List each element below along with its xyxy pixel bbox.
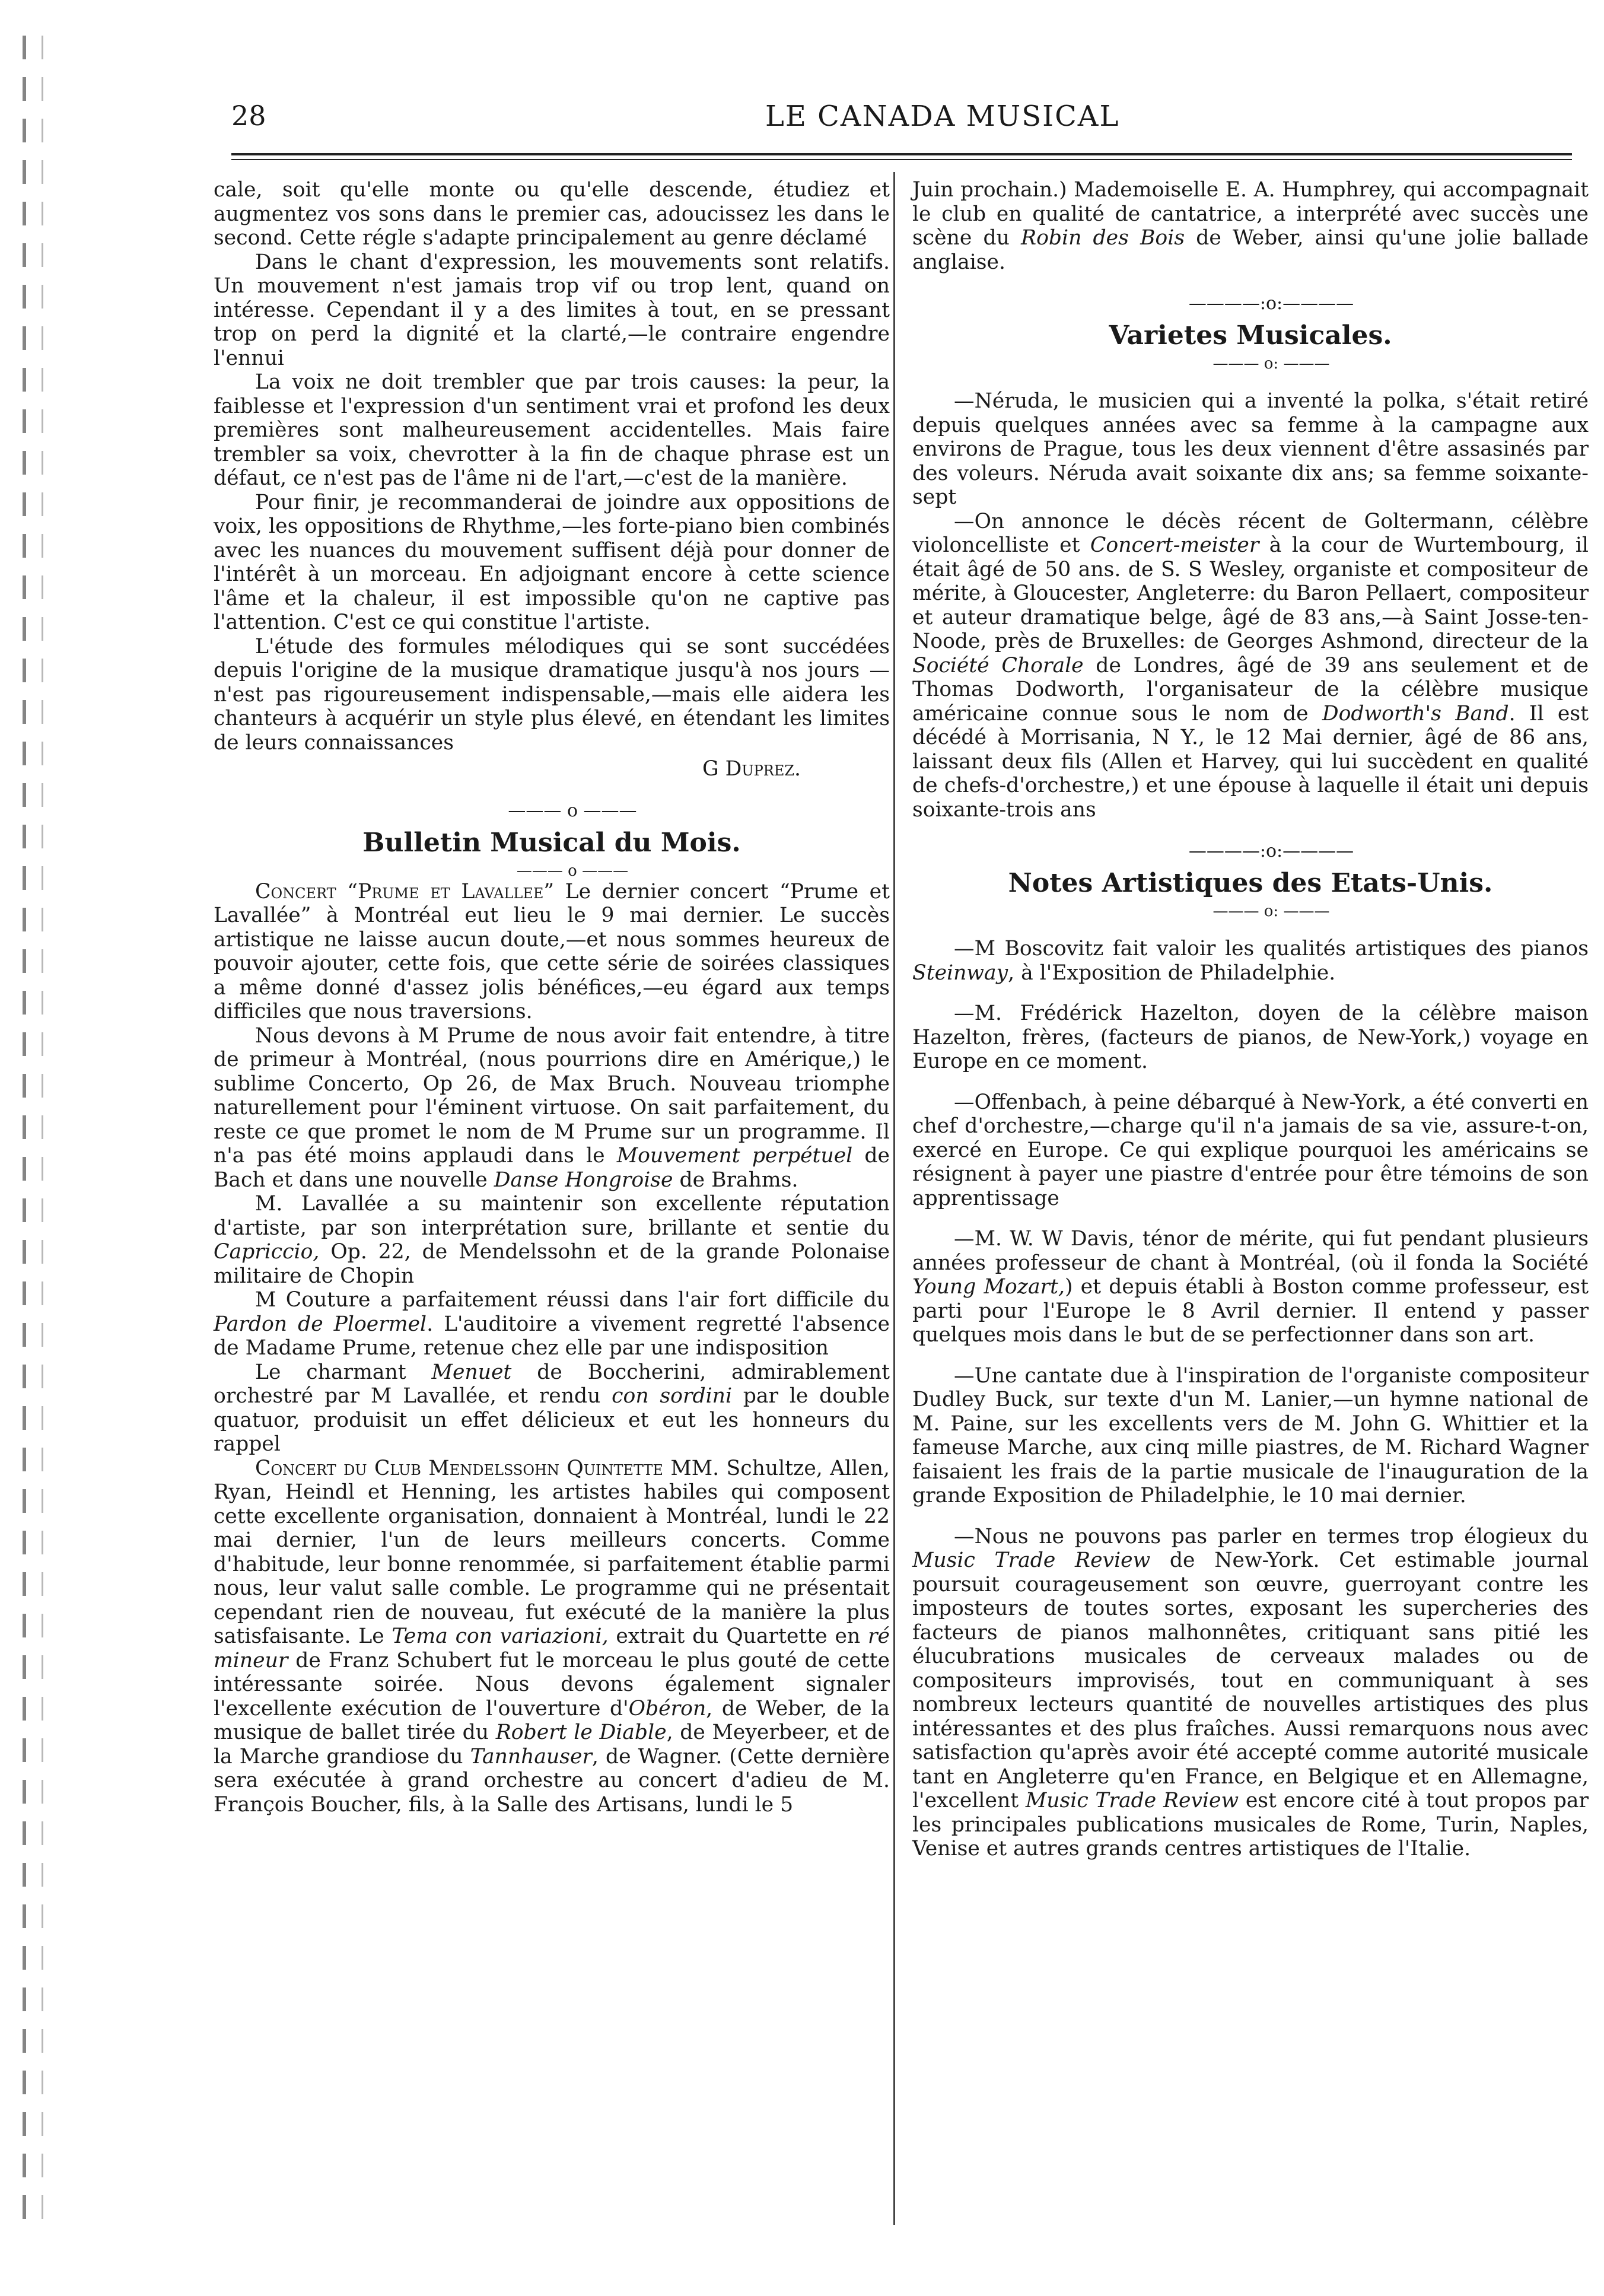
paragraph: —Néruda, le musicien qui a inventé la polka, s'était retiré depuis quelques années avec sa femme à la campagne aux environs de Prague, tous les deux viennent d'être assasinés par des voleurs. Néruda avait soixante dix ans; sa femme soixante-sept xyxy=(912,389,1589,509)
page-header xyxy=(231,100,1572,135)
paragraph: —Offenbach, à peine débarqué à New-York, a été converti en chef d'orchestre,—charge qu'il n'a jamais de sa vie, assure-t-on, exercé en Europe. Ce qui explique pourquoi les américains se résignent à payer une piastre d'entrée pour être témoins de son apprentissage xyxy=(912,1090,1589,1210)
work-title: Music Trade Review xyxy=(1025,1789,1239,1812)
header-rule-thin xyxy=(231,159,1572,160)
paragraph-concert-prume: Concert “Prume et Lavallee” Le dernier concert “Prume et Lavallée” à Montréal eut lieu le 9 mai dernier. Le succès artistique ne laisse aucun doute,—et nous sommes heureux de pouvoir ajouter, cette fois, que cette série de soirées classiques a même donné d'assez jolis bénéfices,—eu égard aux temps difficiles que nous traversions. xyxy=(214,879,890,1023)
paragraph: —M. W. W Davis, ténor de mérite, qui fut pendant plusieurs années professeur de chant à Montréal, (où il fonda la Société Young Mozart,) et depuis établi à Boston comme professeur, est parti pour l'Europe le 8 Avril dernier. Il entend y passer quelques mois dans le but de se perfectionner dans son art. xyxy=(912,1227,1589,1347)
paragraph: Pour finir, je recommanderai de joindre aux oppositions de voix, les oppositions de Rhythme,—les forte-piano bien combinés avec les nuances du mouvement suffisent déjà pour donner de l'intérêt à un morceau. En adjoignant encore à cette science l'âme et la chaleur, il est impossible qu'on ne captive pas l'attention. C'est ce qui constitue l'artiste. xyxy=(214,490,890,634)
paragraph: Juin prochain.) Mademoiselle E. A. Humphrey, qui accompagnait le club en qualité de cantatrice, a interprété avec succès une scène du Robin des Bois de Weber, ainsi qu'une jolie ballade anglaise. xyxy=(912,178,1589,274)
page-number: 28 xyxy=(231,100,266,132)
paragraph: —Une cantate due à l'inspiration de l'organiste compositeur Dudley Buck, sur texte d'un M. Lanier,—un hymne national de M. Paine, sur les excellents vers de M. John G. Whittier et la fameuse Marche, aux cinq mille piastres, de M. Richard Wagner faisaient les frais de la partie musicale de l'inauguration de la grande Exposition de Philadelphie, le 10 mai dernier. xyxy=(912,1363,1589,1508)
work-title: Tannhauser xyxy=(470,1744,593,1769)
paragraph: Dans le chant d'expression, les mouvements sont relatifs. Un mouvement n'est jamais trop vif ou trop lent, quand on intéresse. Cependant il y a des limites à tout, en se pressant trop on perd la dignité et la clarté,—le contraire engendre l'ennui xyxy=(214,250,890,370)
column-divider xyxy=(893,172,895,2225)
work-title: Société Chorale xyxy=(912,653,1084,678)
paragraph: —On annonce le décès récent de Goltermann, célèbre violoncelliste et Concert-meister à la cour de Wurtembourg, il était âgé de 50 ans. de S. S Wesley, organiste et compositeur de mérite, à Gloucester, Angleterre: du Baron Pellaert, compositeur et auteur dramatique belge, âgé de 83 ans,—à Saint Josse-ten-Noode, près de Bruxelles: de Georges Ashmond, directeur de la Société Chorale de Londres, âgé de 39 ans seulement et de Thomas Dodworth, l'organisateur de la célèbre musique américaine connue sous le nom de Dodworth's Band. Il est décédé à Morrisania, N Y., le 12 Mai dernier, âgé de 86 ans, laissant deux fils (Allen et Harvey, qui lui succèdent en qualité de chefs-d'orchestre,) et une épouse à laquelle il était uni depuis soixante-trois ans xyxy=(912,509,1589,822)
section-separator: ——— o: ——— xyxy=(1212,355,1330,373)
work-title: Danse Hongroise xyxy=(494,1168,673,1192)
work-title: Robert le Diable xyxy=(495,1721,667,1744)
work-title: Robin des Bois xyxy=(1021,226,1185,250)
work-title: Music Trade Review xyxy=(912,1548,1151,1572)
binding-edge-inner xyxy=(42,36,43,2231)
paragraph: —Nous ne pouvons pas parler en termes trop élogieux du Music Trade Review de New-York. Cet estimable journal poursuit courageusement son œuvre, guerroyant contre les imposteurs de toutes sortes, exposant les supercheries des facteurs de pianos malhonnêtes, critiquant sans pitié les élucubrations musicales de cerveaux malades ou de compositeurs improvisés, tout en communiquant à ses nombreux lecteurs quantité de nouvelles artistiques des plus intéressantes et des plus fraîches. Aussi remarquons nous avec satisfaction qu'après avoir été accepté comme autorité musicale tant en Angleterre qu'en France, en Belgique et en Allemagne, l'excellent Music Trade Review est encore cité à tout propos par les principales publications musicales de Rome, Turin, Naples, Venise et autres grands centres artistiques de l'Italie. xyxy=(912,1524,1589,1861)
paragraph: M. Lavallée a su maintenir son excellente réputation d'artiste, par son interprétation sure, brillante et sentie du Capriccio, Op. 22, de Mendelssohn et de la grande Polonaise militaire de Chopin xyxy=(214,1192,890,1288)
work-title: Tema con variazioni, xyxy=(392,1624,609,1648)
work-title: Pardon de Ploermel xyxy=(214,1312,427,1336)
concert-title: Concert du Club Mendelssohn Quintette xyxy=(255,1456,663,1480)
section-separator: ——— o ——— xyxy=(516,861,629,880)
section-heading-notes: Notes Artistiques des Etats-Unis. xyxy=(1008,868,1493,898)
section-separator: ————:o:———— xyxy=(1188,293,1354,314)
work-title: Dodworth's Band xyxy=(1322,701,1509,726)
header-rule xyxy=(231,153,1572,155)
work-title: Capriccio, xyxy=(214,1240,320,1264)
work-title: Steinway xyxy=(912,961,1008,985)
binding-edge xyxy=(23,36,26,2231)
right-column xyxy=(912,178,1589,1861)
work-title: Concert-meister xyxy=(1090,533,1259,557)
work-title: ré mineur xyxy=(214,1624,890,1672)
author-signature: G Duprez. xyxy=(702,757,801,781)
running-title: LE CANADA MUSICAL xyxy=(765,100,1120,133)
paragraph-concert-mendelssohn: Concert du Club Mendelssohn Quintette MM. Schultze, Allen, Ryan, Heindl et Henning, les artistes habiles qui composent cette excellente organisation, donnaient à Montréal, lundi le 22 mai dernier, l'un de leurs meilleurs concerts. Comme d'habitude, leur bonne renommée, si parfaitement établie parmi nous, leur valut salle comble. Le programme qui ne présentait cependant rien de nouveau, fut exécuté de la manière la plus satisfaisante. Le Tema con variazioni, extrait du Quartette en ré mineur de Franz Schubert fut le morceau le plus gouté de cette intéressante soirée. Nous devons également signaler l'excellente exécution de l'ouverture d'Obéron, de Weber, de la musique de ballet tirée du Robert le Diable, de Meyerbeer, et de la Marche grandiose du Tannhauser, de Wagner. (Cette dernière sera exécutée à grand orchestre au concert d'adieu de M. François Boucher, fils, à la Salle des Artisans, lundi le 5 xyxy=(214,1456,890,1817)
section-heading-varietes: Varietes Musicales. xyxy=(1109,320,1392,351)
paragraph: Le charmant Menuet de Boccherini, admirablement orchestré par M Lavallée, et rendu con sordini par le double quatuor, produisit un effet délicieux et eut les honneurs du rappel xyxy=(214,1360,890,1456)
left-column xyxy=(214,178,890,1817)
work-title: Obéron xyxy=(628,1696,706,1721)
work-title: Young Mozart, xyxy=(912,1275,1065,1299)
work-title: Menuet xyxy=(431,1360,512,1384)
work-title: Mouvement perpétuel xyxy=(616,1144,853,1168)
paragraph: La voix ne doit trembler que par trois causes: la peur, la faiblesse et l'expression d'un sentiment vrai et profond les deux premières sont malheureusement accidentelles. Mais faire trembler sa voix, chevrotter à la fin de chaque phrase est un défaut, ce n'est pas de l'âme ni de l'art,—c'est de la manière. xyxy=(214,370,890,490)
paragraph: —M. Frédérick Hazelton, doyen de la célèbre maison Hazelton, frères, (facteurs de pianos, de New-York,) voyage en Europe en ce moment. xyxy=(912,1001,1589,1073)
paragraph: Nous devons à M Prume de nous avoir fait entendre, à titre de primeur à Montréal, (nous pourrions dire en Amérique,) le sublime Concerto, Op 26, de Max Bruch. Nouveau triomphe naturellement pour l'éminent virtuose. On sait parfaitement, du reste ce que promet le nom de M Prume sur un programme. Il n'a pas été moins applaudi dans le Mouvement perpétuel de Bach et dans une nouvelle Danse Hongroise de Brahms. xyxy=(214,1023,890,1192)
section-separator: ——— o ——— xyxy=(508,800,637,821)
section-heading-bulletin: Bulletin Musical du Mois. xyxy=(362,827,741,858)
section-separator: ————:o:———— xyxy=(1188,841,1354,861)
paragraph: M Couture a parfaitement réussi dans l'air fort difficile du Pardon de Ploermel. L'auditoire a vivement regretté l'absence de Madame Prume, retenue chez elle par une indisposition xyxy=(214,1288,890,1360)
section-separator: ——— o: ——— xyxy=(1212,902,1330,920)
work-title: con sordini xyxy=(612,1384,733,1408)
paragraph: —M Boscovitz fait valoir les qualités artistiques des pianos Steinway, à l'Exposition de Philadelphie. xyxy=(912,937,1589,985)
paragraph: L'étude des formules mélodiques qui se sont succédées depuis l'origine de la musique dramatique jusqu'à nos jours —n'est pas rigoureusement indispensable,—mais elle aidera les chanteurs à acquérir un style plus élevé, en étendant les limites de leurs connaissances xyxy=(214,634,890,755)
paragraph: cale, soit qu'elle monte ou qu'elle descende, étudiez et augmentez vos sons dans le premier cas, adoucissez les dans le second. Cette régle s'adapte principalement au genre déclamé xyxy=(214,178,890,250)
concert-title: Concert “Prume et Lavallee” xyxy=(255,879,555,904)
